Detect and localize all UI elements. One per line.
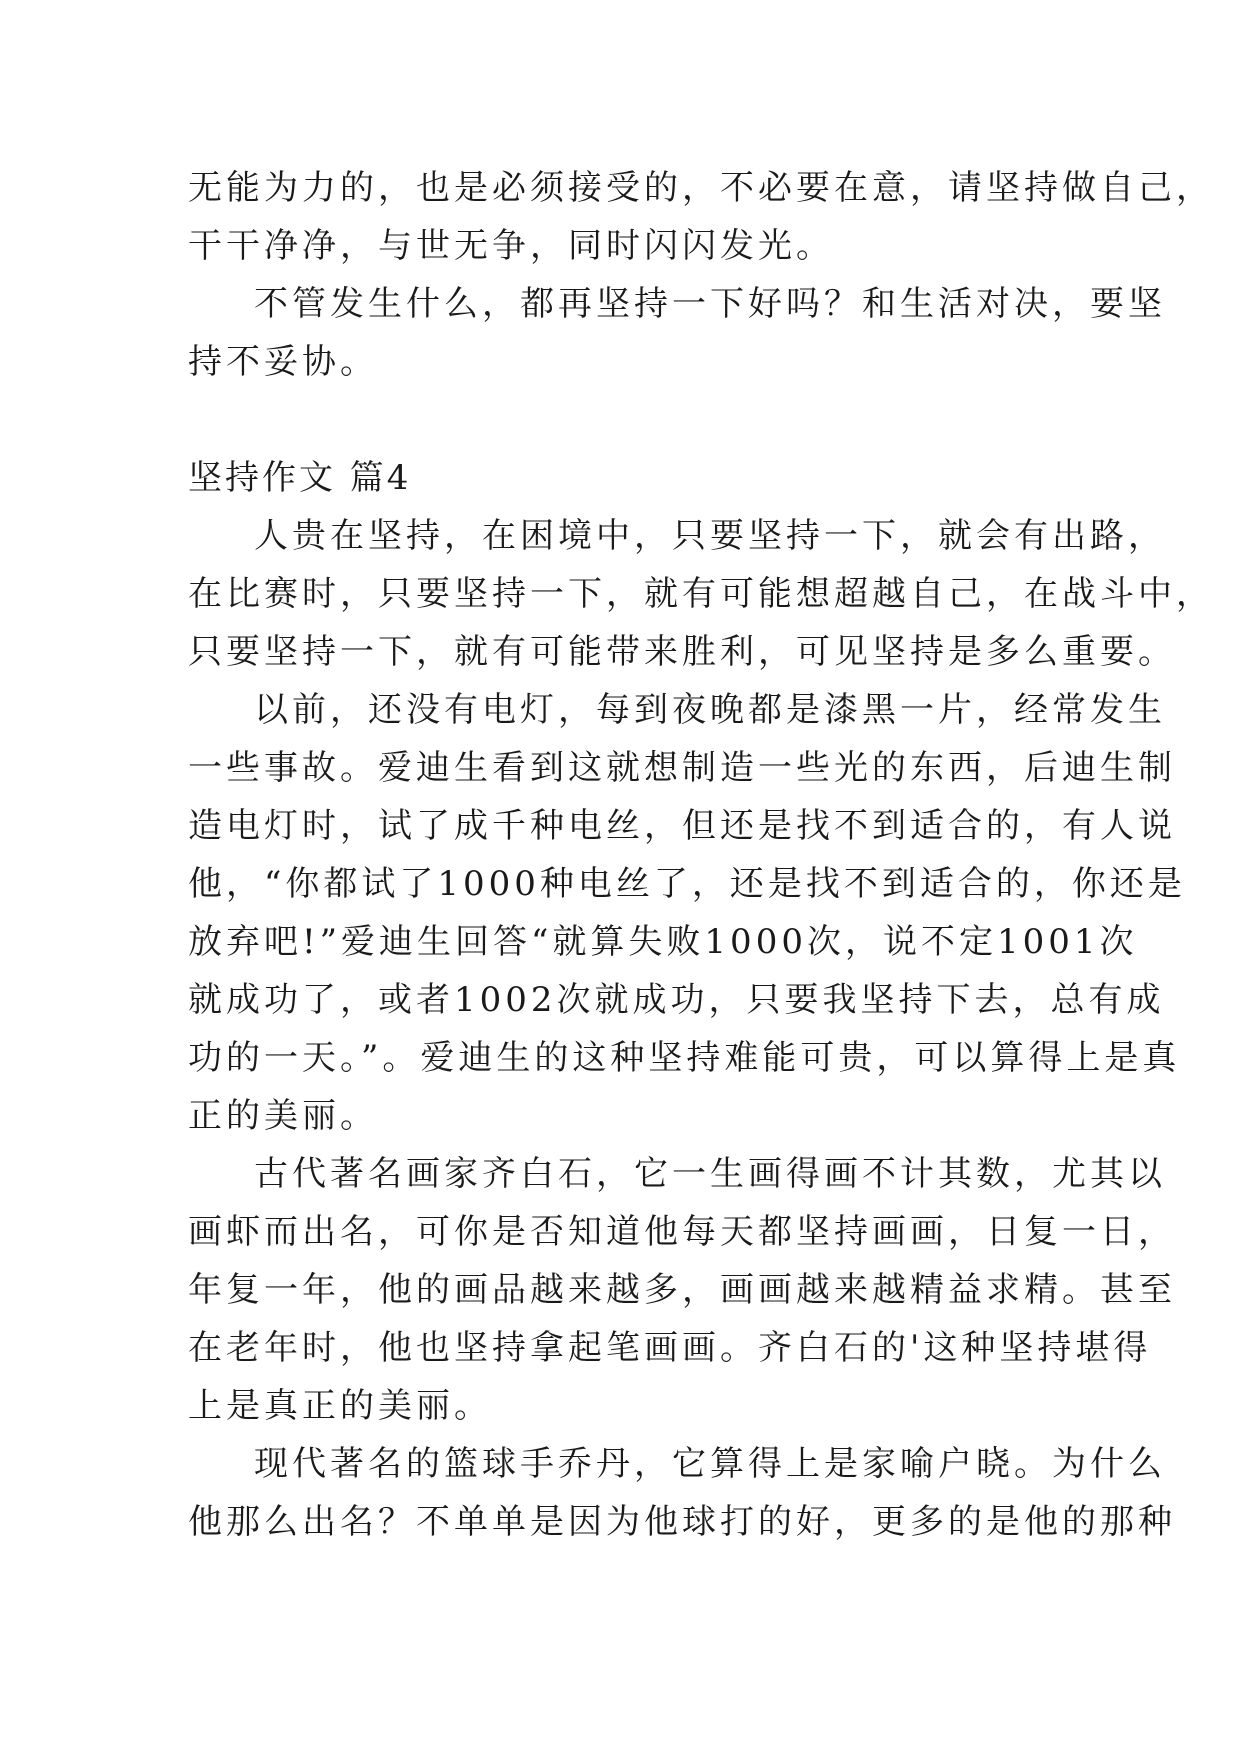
paragraph-line: 无能为力的，也是必须接受的，不必要在意，请坚持做自己，	[188, 168, 1214, 208]
paragraph-line: 在比赛时，只要坚持一下，就有可能想超越自己，在战斗中，	[188, 574, 1214, 614]
paragraph-line: 持不妥协。	[188, 342, 378, 382]
paragraph-line: 以前，还没有电灯，每到夜晚都是漆黑一片，经常发生	[254, 690, 1166, 730]
paragraph-line: 一些事故。爱迪生看到这就想制造一些光的东西，后迪生制	[188, 748, 1176, 788]
paragraph-line: 干干净净，与世无争，同时闪闪发光。	[188, 226, 834, 266]
paragraph-line: 人贵在坚持，在困境中，只要坚持一下，就会有出路，	[254, 516, 1166, 556]
section-heading: 坚持作文 篇4	[188, 458, 412, 498]
paragraph-line: 功的一天。”。爱迪生的这种坚持难能可贵，可以算得上是真	[188, 1038, 1181, 1078]
paragraph-line: 上是真正的美丽。	[188, 1386, 492, 1426]
paragraph-line: 造电灯时，试了成千种电丝，但还是找不到适合的，有人说	[188, 806, 1176, 846]
paragraph-line: 在老年时，他也坚持拿起笔画画。齐白石的'这种坚持堪得	[188, 1328, 1152, 1368]
paragraph-line: 只要坚持一下，就有可能带来胜利，可见坚持是多么重要。	[188, 632, 1176, 672]
paragraph-line: 正的美丽。	[188, 1096, 378, 1136]
paragraph-line: 放弃吧!”爱迪生回答“就算失败1000次，说不定1001次	[188, 922, 1138, 962]
paragraph-line: 现代著名的篮球手乔丹，它算得上是家喻户晓。为什么	[254, 1444, 1166, 1484]
paragraph-line: 古代著名画家齐白石，它一生画得画不计其数，尤其以	[254, 1154, 1166, 1194]
paragraph-line: 画虾而出名，可你是否知道他每天都坚持画画，日复一日，	[188, 1212, 1176, 1252]
paragraph-line: 就成功了，或者1002次就成功，只要我坚持下去，总有成	[188, 980, 1165, 1020]
paragraph-line: 不管发生什么，都再坚持一下好吗？和生活对决，要坚	[254, 284, 1166, 324]
paragraph-line: 他那么出名？不单单是因为他球打的好，更多的是他的那种	[188, 1502, 1176, 1542]
paragraph-line: 他，“你都试了1000种电丝了，还是找不到适合的，你还是	[188, 864, 1186, 904]
paragraph-line: 年复一年，他的画品越来越多，画画越来越精益求精。甚至	[188, 1270, 1176, 1310]
